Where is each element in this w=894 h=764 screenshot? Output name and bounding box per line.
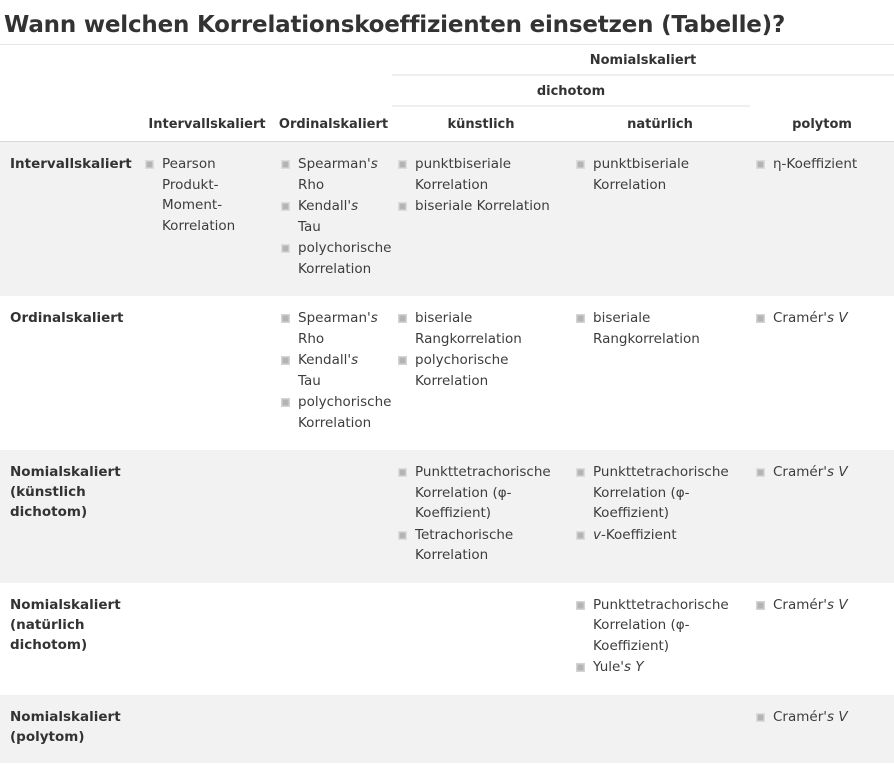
header-spacer-ordinal: [275, 45, 392, 76]
stop-square-icon: [756, 468, 765, 477]
stop-square-icon: [281, 314, 290, 323]
row-label: Intervallskaliert: [0, 142, 139, 297]
cell-kuenstlich: [392, 142, 570, 297]
coefficient-label: punktbiseriale Korrelation: [415, 156, 512, 193]
header-spacer-rowlabel-2: [0, 75, 139, 106]
stop-square-icon: [281, 398, 290, 407]
cell-ordinalskaliert: [275, 142, 392, 297]
stop-square-icon: [281, 202, 290, 211]
cell-ordinalskaliert: [275, 583, 392, 695]
coefficient-label: biseriale Rangkorrelation: [593, 310, 700, 347]
list-item: [281, 154, 382, 195]
cell-ordinalskaliert: [275, 450, 392, 583]
table-header: [0, 45, 894, 142]
stop-square-icon: [281, 356, 290, 365]
coefficient-list: [398, 154, 560, 217]
coefficient-list: [756, 308, 884, 329]
table-row: [0, 450, 894, 583]
row-label: Nomialskaliert (polytom): [0, 695, 139, 764]
stop-square-icon: [398, 356, 407, 365]
cell-kuenstlich: [392, 296, 570, 450]
coefficient-label: Cramér's V: [773, 464, 848, 480]
stop-square-icon: [281, 244, 290, 253]
coefficient-label: Kendall's Tau: [298, 198, 359, 235]
coefficient-label: polychorische Korrelation: [298, 240, 392, 277]
header-spacer-polytom-2: [750, 75, 894, 106]
coefficient-label: η-Koeffizient: [773, 156, 858, 172]
cell-natuerlich: [570, 695, 750, 764]
row-label: Nomialskaliert (künstlich dichotom): [0, 450, 139, 583]
cell-intervallskaliert: [139, 296, 275, 450]
list-item: [145, 154, 265, 236]
cell-intervallskaliert: [139, 583, 275, 695]
coefficient-list: [145, 154, 265, 236]
list-item: [756, 707, 884, 728]
coefficient-list: [398, 462, 560, 566]
cell-natuerlich: [570, 296, 750, 450]
stop-square-icon: [576, 314, 585, 323]
coefficient-label: biseriale Korrelation: [415, 198, 550, 214]
stop-square-icon: [398, 314, 407, 323]
coefficient-list: [281, 308, 392, 433]
coefficient-label: Yule's Y: [593, 659, 644, 675]
stop-square-icon: [756, 314, 765, 323]
list-item: [398, 462, 560, 524]
cell-ordinalskaliert: [275, 296, 392, 450]
list-item: [576, 657, 740, 678]
list-item: [398, 154, 560, 195]
cell-polytom: [750, 296, 894, 450]
header-col-rowlabel: [0, 106, 139, 142]
cell-polytom: [750, 695, 894, 764]
list-item: [756, 154, 884, 175]
stop-square-icon: [281, 160, 290, 169]
coefficient-list: [281, 154, 392, 279]
header-col-polytom: polytom: [750, 106, 894, 142]
list-item: [576, 154, 740, 195]
coefficient-list: [756, 707, 884, 728]
list-item: [281, 350, 382, 391]
header-row-group-dichotom: [0, 75, 894, 106]
list-item: [398, 350, 560, 391]
cell-ordinalskaliert: [275, 695, 392, 764]
row-label: Nomialskaliert (natürlich dichotom): [10, 596, 121, 653]
cell-natuerlich: [570, 583, 750, 695]
coefficient-label: Punkttetrachorische Korrelation (φ-Koeffizient): [593, 464, 729, 521]
list-item: [281, 308, 382, 349]
coefficient-label: v-Koeffizient: [593, 526, 677, 543]
row-label: Ordinalskaliert: [10, 310, 124, 326]
coefficient-label: Cramér's V: [773, 708, 848, 725]
cell-polytom: [750, 142, 894, 297]
stop-square-icon: [576, 601, 585, 610]
list-item: [576, 525, 740, 546]
cell-polytom: [750, 450, 894, 583]
header-col-kuenstlich: künstlich: [392, 106, 570, 142]
coefficient-label: biseriale Rangkorrelation: [415, 310, 522, 347]
stop-square-icon: [398, 202, 407, 211]
stop-square-icon: [576, 531, 585, 540]
cell-polytom: [750, 583, 894, 695]
header-group-dichotom: dichotom: [392, 75, 750, 106]
coefficient-list: [576, 462, 740, 545]
header-spacer-interval-2: [139, 75, 275, 106]
stop-square-icon: [576, 160, 585, 169]
header-group-nomialskaliert: Nomialskaliert: [392, 45, 894, 76]
coefficient-label: Cramér's V: [773, 310, 848, 326]
stop-square-icon: [145, 160, 154, 169]
stop-square-icon: [756, 713, 765, 722]
stop-square-icon: [756, 601, 765, 610]
list-item: [576, 462, 740, 524]
correlation-coefficients-table: [0, 44, 894, 764]
cell-kuenstlich: [392, 583, 570, 695]
list-item: [756, 308, 884, 329]
coefficient-list: [756, 154, 884, 175]
table-row: [0, 142, 894, 297]
stop-square-icon: [756, 160, 765, 169]
cell-intervallskaliert: [139, 142, 275, 297]
table-row: [0, 695, 894, 764]
coefficient-label: Spearman's Rho: [298, 156, 378, 193]
cell-intervallskaliert: [139, 450, 275, 583]
coefficient-list: [576, 308, 740, 349]
list-item: [398, 308, 560, 349]
coefficient-list: [398, 308, 560, 391]
header-col-intervallskaliert: Intervallskaliert: [139, 106, 275, 142]
header-spacer-rowlabel: [0, 45, 139, 76]
list-item: [281, 238, 392, 279]
header-col-natuerlich: natürlich: [570, 106, 750, 142]
table-body: [0, 142, 894, 764]
list-item: [398, 196, 560, 217]
cell-kuenstlich: [392, 695, 570, 764]
page-title: Wann welchen Korrelationskoeffizienten einsetzen (Tabelle)?: [4, 12, 786, 38]
coefficient-label: Pearson Produkt-Moment-Korrelation: [162, 156, 236, 234]
coefficient-list: [756, 595, 884, 616]
stop-square-icon: [398, 531, 407, 540]
table-row: [0, 583, 894, 695]
coefficient-list: [576, 595, 740, 678]
header-row-columns: [0, 106, 894, 142]
header-spacer-interval: [139, 45, 275, 76]
cell-kuenstlich: [392, 450, 570, 583]
cell-natuerlich: [570, 142, 750, 297]
table-row: [0, 296, 894, 450]
header-row-group-nominal: [0, 45, 894, 76]
list-item: [281, 196, 382, 237]
coefficient-list: [756, 462, 884, 483]
stop-square-icon: [398, 468, 407, 477]
stop-square-icon: [576, 468, 585, 477]
list-item: [576, 595, 740, 657]
header-col-ordinalskaliert: Ordinalskaliert: [275, 106, 392, 142]
coefficient-list: [576, 154, 740, 195]
list-item: [756, 595, 884, 616]
coefficient-label: Punkttetrachorische Korrelation (φ-Koeffizient): [415, 464, 551, 521]
coefficient-label: Cramér's V: [773, 596, 848, 613]
coefficient-label: Tetrachorische Korrelation: [415, 526, 514, 563]
coefficient-label: Punkttetrachorische Korrelation (φ-Koeffizient): [593, 596, 729, 654]
list-item: [576, 308, 740, 349]
cell-intervallskaliert: [139, 695, 275, 764]
stop-square-icon: [398, 160, 407, 169]
stop-square-icon: [576, 663, 585, 672]
coefficient-label: polychorische Korrelation: [415, 352, 509, 389]
header-spacer-ordinal-2: [275, 75, 392, 106]
coefficient-label: Kendall's Tau: [298, 352, 359, 389]
coefficient-label: punktbiseriale Korrelation: [593, 156, 690, 193]
cell-natuerlich: [570, 450, 750, 583]
list-item: [756, 462, 884, 483]
list-item: [398, 525, 560, 566]
coefficient-label: polychorische Korrelation: [298, 394, 392, 431]
coefficient-label: Spearman's Rho: [298, 310, 378, 347]
list-item: [281, 392, 392, 433]
